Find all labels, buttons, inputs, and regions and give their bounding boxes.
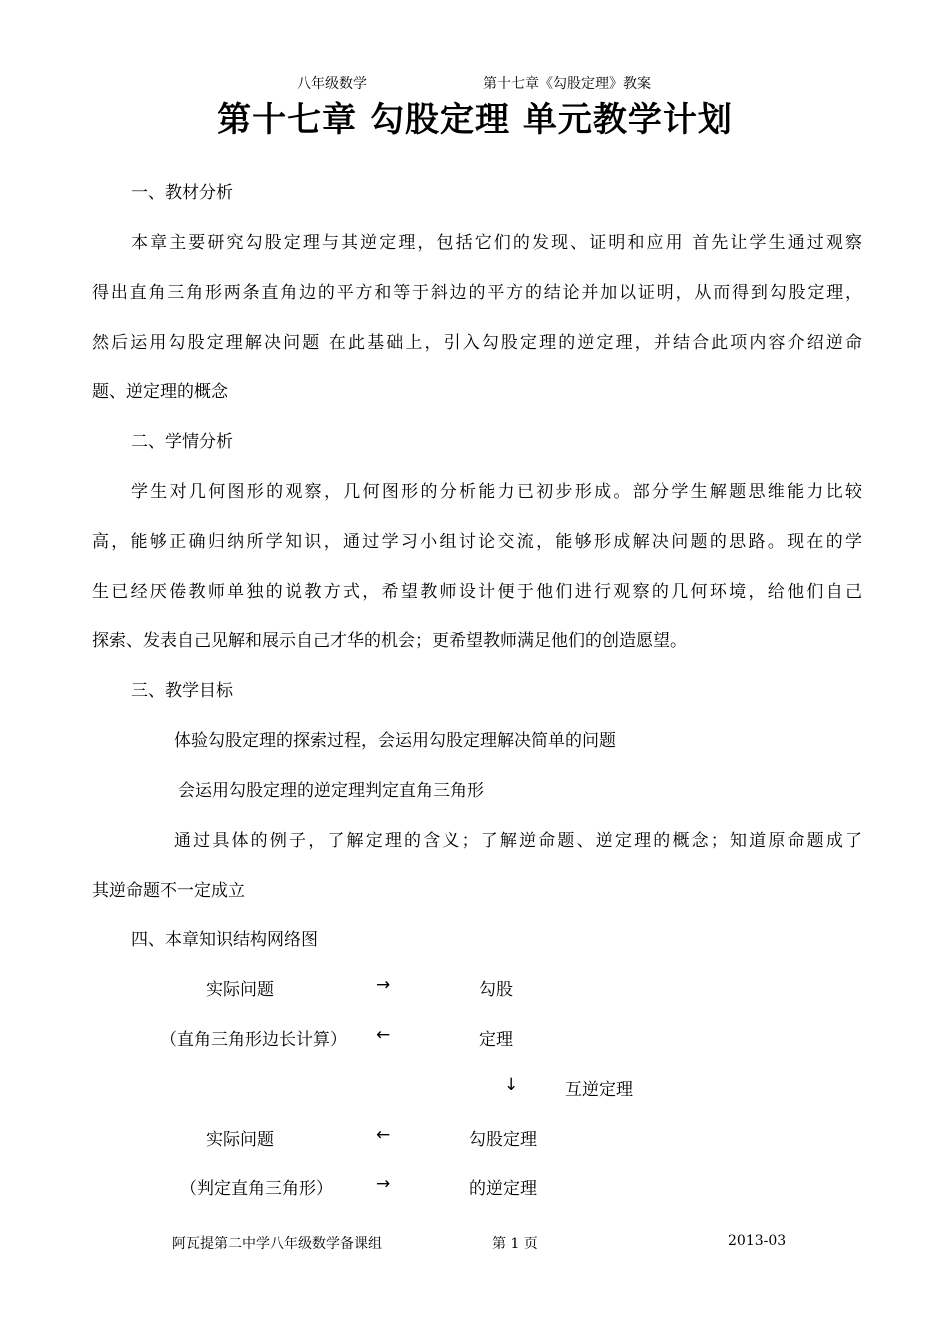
- diagram-theorem: 定理: [479, 1030, 513, 1050]
- arrow-down-icon: ↓: [504, 1075, 519, 1095]
- arrow-right-icon: →: [376, 975, 391, 995]
- page-title: 第十七章 勾股定理 单元教学计划: [217, 100, 733, 140]
- paragraph-line: 学生对几何图形的观察，几何图形的分析能力已初步形成。部分学生解题思维能力比较: [131, 482, 862, 502]
- header-doc-title: 第十七章《勾股定理》教案: [483, 76, 651, 92]
- diagram-determine-right-triangle: （判定直角三角形）: [180, 1179, 333, 1199]
- diagram-side-length-calculation: （直角三角形边长计算）: [160, 1030, 347, 1050]
- footer-page-number: 第 1 页: [492, 1236, 538, 1252]
- diagram-pythagorean-theorem: 勾股定理: [469, 1130, 537, 1150]
- section-heading-teaching-goals: 三、教学目标: [131, 681, 233, 701]
- paragraph-line: 探索、发表自己见解和展示自己才华的机会；更希望教师满足他们的创造愿望。: [92, 631, 687, 651]
- paragraph-line: 生已经厌倦教师单独的说教方式，希望教师设计便于他们进行观察的几何环境，给他们自己: [92, 582, 862, 602]
- paragraph-line: 题、逆定理的概念: [92, 382, 228, 402]
- header-grade: 八年级数学: [297, 76, 367, 92]
- section-heading-knowledge-structure: 四、本章知识结构网络图: [131, 930, 318, 950]
- goal-item: 通过具体的例子，了解定理的含义；了解逆命题、逆定理的概念；知道原命题成了: [174, 831, 862, 851]
- section-heading-textbook-analysis: 一、教材分析: [131, 183, 233, 203]
- paragraph-line: 本章主要研究勾股定理与其逆定理，包括它们的发现、证明和应用 首先让学生通过观察: [131, 233, 862, 253]
- paragraph-line: 然后运用勾股定理解决问题 在此基础上，引入勾股定理的逆定理，并结合此项内容介绍逆命: [92, 333, 862, 353]
- arrow-left-icon: ←: [376, 1025, 391, 1045]
- diagram-practical-problem: 实际问题: [206, 980, 274, 1000]
- goal-item: 体验勾股定理的探索过程，会运用勾股定理解决简单的问题: [174, 731, 616, 751]
- diagram-practical-problem: 实际问题: [206, 1130, 274, 1150]
- arrow-left-icon: ←: [376, 1125, 391, 1145]
- section-heading-student-analysis: 二、学情分析: [131, 432, 233, 452]
- diagram-pythagorean: 勾股: [479, 980, 513, 1000]
- arrow-right-icon: →: [376, 1174, 391, 1194]
- footer-school: 阿瓦提第二中学八年级数学备课组: [172, 1236, 382, 1252]
- diagram-converse-theorem: 的逆定理: [469, 1179, 537, 1199]
- footer-date: 2013-03: [728, 1233, 787, 1249]
- goal-item-continued: 其逆命题不一定成立: [92, 881, 245, 901]
- diagram-converse-theorems: 互逆定理: [565, 1080, 633, 1100]
- paragraph-line: 高，能够正确归纳所学知识，通过学习小组讨论交流，能够形成解决问题的思路。现在的学: [92, 532, 862, 552]
- goal-item: 会运用勾股定理的逆定理判定直角三角形: [178, 781, 484, 801]
- paragraph-line: 得出直角三角形两条直角边的平方和等于斜边的平方的结论并加以证明，从而得到勾股定理，: [92, 283, 862, 303]
